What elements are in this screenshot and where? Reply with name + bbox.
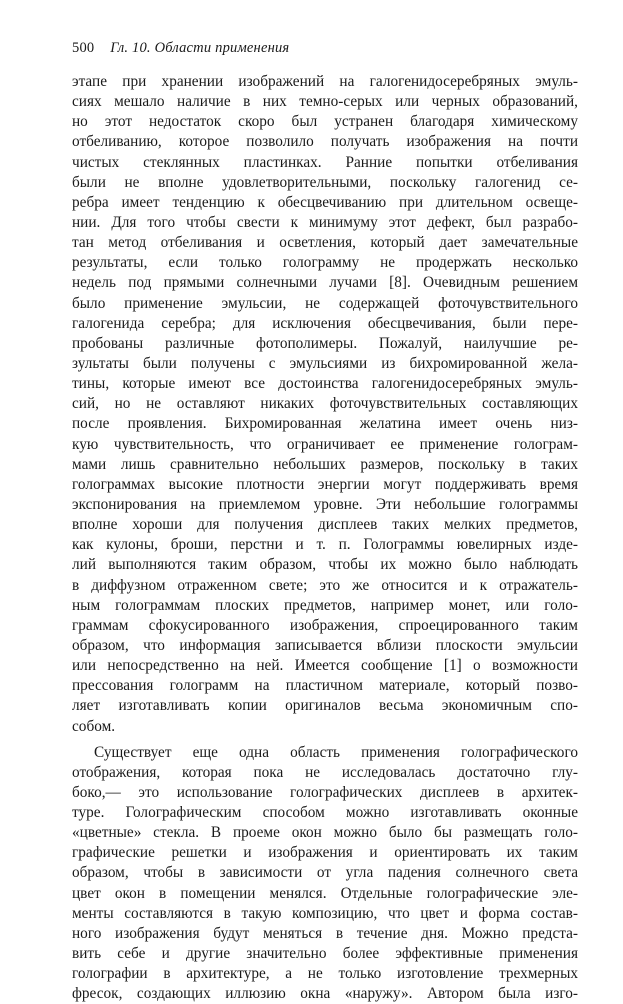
text-line: собом. [72,717,116,735]
running-head [72,38,578,60]
text-line: граммам сфокусированного изображения, спроецированного таким [72,616,578,634]
text-line: Существует еще одна область применения голографического [94,743,578,761]
text-line: мами лишь сравнительно небольших размеров, поскольку в таких [72,455,578,473]
text-line: тины, которые имеют все достоинства галогенидосеребряных эмуль- [72,375,578,393]
text-line: ляет изготавливать копии оригиналов весьма экономичным спо- [72,697,578,715]
text-line: туре. Голографическим способом можно изготавливать оконные [72,804,578,822]
text-line: недель под прямыми солнечными лучами [8]. Очевидным решением [72,274,578,292]
text-line: ного изображения будут меняться в течение дня. Можно предста- [72,924,578,942]
text-line: после проявления. Бихромированная желатина имеет очень низ- [72,415,578,433]
text-line: голографии в архитектуре, а не только изготовление трехмерных [72,965,578,983]
text-line: графические решетки и изображения и ориентировать их таким [72,844,578,862]
body-text [72,72,578,1004]
text-line: или непосредственно на ней. Имеется сообщение [1] о возможности [72,657,578,675]
text-line: ным голограммам плоских предметов, например монет, или голо- [72,596,578,614]
paragraph-1 [72,72,578,737]
text-line: чистых стеклянных пластинках. Ранние попытки отбеливания [72,153,578,171]
book-page [72,38,578,1004]
text-line: боко,— это использование голографических дисплеев в архитек- [72,783,578,801]
text-line: результаты, если только голограмму не продержать несколько [72,254,578,272]
text-line: в диффузном отраженном свете; это же относится и к отражатель- [72,576,578,594]
text-line: сиях мешало наличие в них темно-серых или черных образований, [72,93,578,111]
text-line: ребра имеет тенденцию к обесцвечиванию при длительном освеще- [72,193,578,211]
text-line: образом, что информация записывается вблизи плоскости эмульсии [72,636,578,654]
text-line: «цветные» стекла. В проеме окон можно было бы размещать голо- [72,824,578,842]
text-line: тан метод отбеливания и осветления, который дает замечательные [72,234,578,252]
text-line: фресок, создающих иллюзию окна «наружу». Автором была изго- [72,985,578,1003]
text-line: галогенида серебра; для исключения обесцвечивания, были пере- [72,314,578,332]
text-line: вполне хороши для получения дисплеев таких мелких предметов, [72,516,578,534]
page-number: 500 [72,40,95,56]
text-line: прессования голограмм на пластичном материале, который позво- [72,677,578,695]
text-line: были не вполне удовлетворительными, поскольку галогенид се- [72,173,578,191]
paragraph-2 [72,743,578,1004]
text-line: кую чувствительность, что ограничивает ее применение голограм- [72,435,578,453]
text-line: лий выполняются таким образом, чтобы их можно было наблюдать [72,556,578,574]
text-line: менты составляются в такую композицию, что цвет и форма состав- [72,904,578,922]
text-line: зультаты были получены с эмульсиями из бихромированной жела- [72,354,578,372]
text-line: экспонирования на приемлемом уровне. Эти небольшие голограммы [72,495,578,513]
text-line: этапе при хранении изображений на галогенидосеребряных эмуль- [72,73,578,90]
text-line: было применение эмульсии, не содержащей фоточувствительного [72,294,578,312]
text-line: пробованы различные фотополимеры. Пожалуй, наилучшие ре- [72,334,578,352]
text-line: вить себе и другие значительно более эффективные применения [72,945,578,963]
text-line: отбеливанию, которое позволило получать изображения на почти [72,133,578,151]
text-line: цвет окон в помещении менялся. Отдельные голографические эле- [72,884,578,902]
text-line: как кулоны, броши, перстни и т. п. Голограммы ювелирных изде- [72,536,578,554]
chapter-title: Гл. 10. Области применения [110,40,290,56]
text-line: отображения, которая пока не исследовалась достаточно глу- [72,763,578,781]
text-line: но этот недостаток скоро был устранен благодаря химическому [72,113,578,131]
text-line: образом, чтобы в зависимости от угла падения солнечного света [72,864,578,882]
text-line: нии. Для того чтобы свести к минимуму этот дефект, был разрабо- [72,213,578,231]
text-line: голограммах высокие плотности энергии могут поддерживать время [72,475,578,493]
text-line: сий, но не оставляют никаких фоточувствительных составляющих [72,395,578,413]
